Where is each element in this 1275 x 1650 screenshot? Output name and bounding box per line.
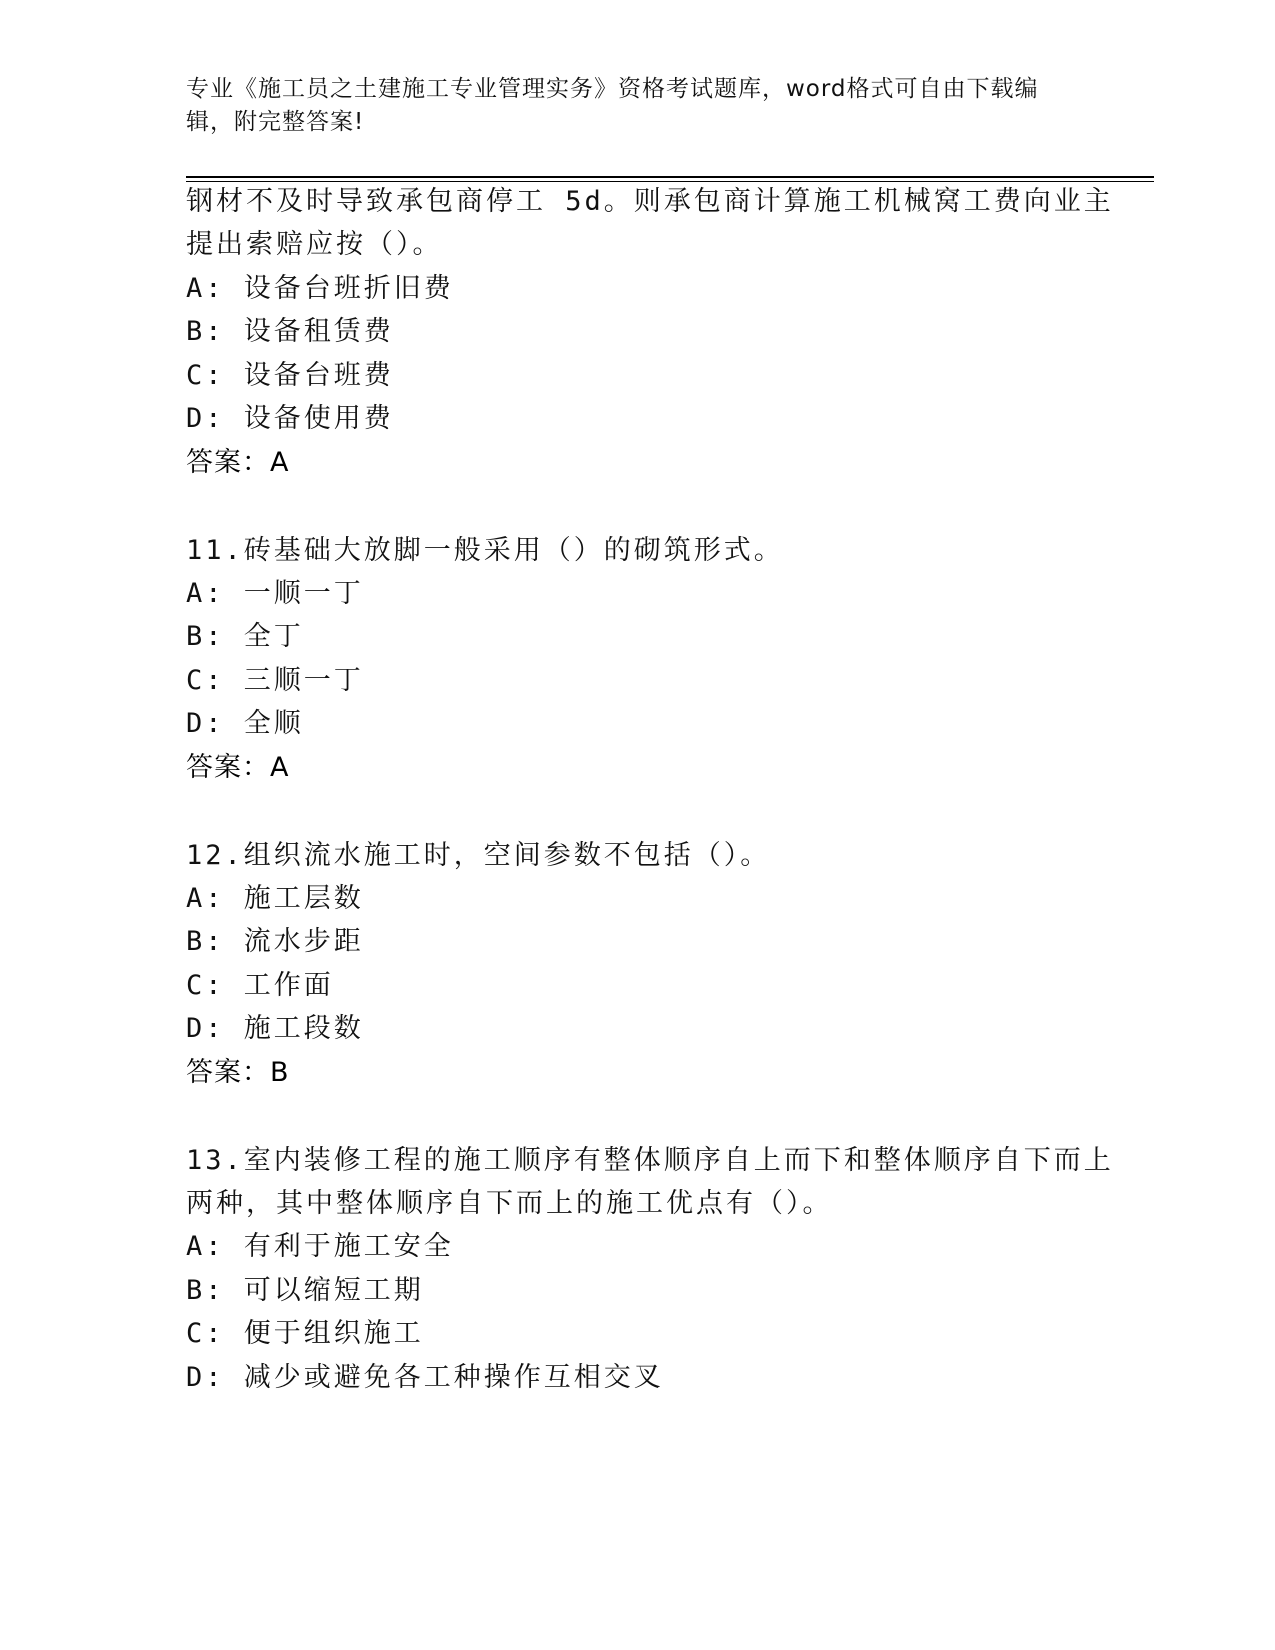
question-13-stem-line-2: 两种，其中整体顺序自下而上的施工优点有（）。	[186, 1188, 833, 1219]
header-line-2: 辑，附完整答案!	[186, 109, 365, 135]
question-13-option-c: C: 便于组织施工	[186, 1318, 424, 1349]
question-13-option-b: B: 可以缩短工期	[186, 1275, 424, 1306]
question-11-option-b: B: 全丁	[186, 621, 304, 652]
question-10-option-c: C: 设备台班费	[186, 360, 394, 391]
header-divider-thin	[186, 181, 1154, 182]
header-divider-thick	[186, 176, 1154, 178]
question-10-stem-line-1: 钢材不及时导致承包商停工 5d。则承包商计算施工机械窝工费向业主	[186, 186, 1114, 217]
document-header	[186, 73, 1066, 139]
question-11-stem-line-1: 11.砖基础大放脚一般采用（）的砌筑形式。	[186, 535, 784, 566]
question-12-option-c: C: 工作面	[186, 970, 334, 1001]
header-line-1: 专业《施工员之土建施工专业管理实务》资格考试题库，word格式可自由下载编	[186, 76, 1039, 102]
question-10-option-a: A: 设备台班折旧费	[186, 273, 454, 304]
question-12-option-b: B: 流水步距	[186, 926, 364, 957]
question-12-stem-line-1: 12.组织流水施工时，空间参数不包括（）。	[186, 840, 771, 871]
question-13-option-a: A: 有利于施工安全	[186, 1231, 454, 1262]
question-11-answer: 答案：A	[186, 752, 290, 783]
question-12-option-d: D: 施工段数	[186, 1013, 364, 1044]
question-10-stem-line-2: 提出索赔应按（）。	[186, 229, 443, 260]
question-12-option-a: A: 施工层数	[186, 883, 364, 914]
question-11-option-a: A: 一顺一丁	[186, 578, 364, 609]
question-11-option-d: D: 全顺	[186, 708, 304, 739]
question-10-answer: 答案：A	[186, 447, 290, 478]
question-12-answer: 答案：B	[186, 1057, 290, 1088]
question-10-option-d: D: 设备使用费	[186, 403, 394, 434]
question-13-option-d: D: 减少或避免各工种操作互相交叉	[186, 1362, 664, 1393]
question-11-option-c: C: 三顺一丁	[186, 665, 364, 696]
question-13-stem-line-1: 13.室内装修工程的施工顺序有整体顺序自上而下和整体顺序自下而上	[186, 1145, 1114, 1176]
question-10-option-b: B: 设备租赁费	[186, 316, 394, 347]
